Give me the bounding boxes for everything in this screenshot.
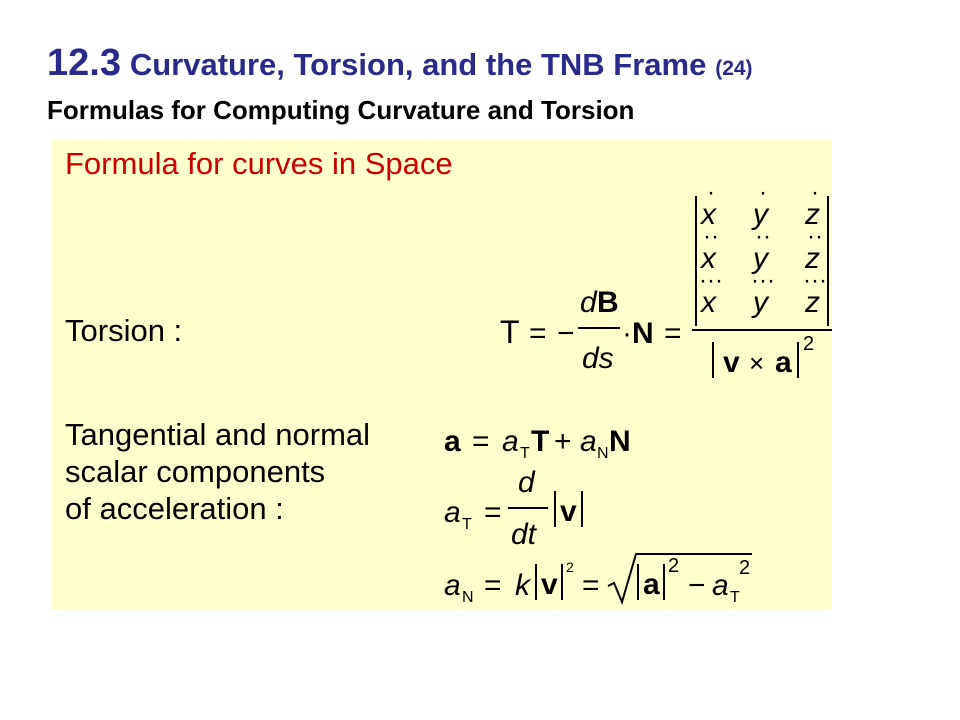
formula-symbol: dt: [511, 518, 537, 551]
formula-subscript: N: [597, 445, 609, 462]
derivative-dot: ···: [751, 267, 775, 294]
formula-subscript: T: [520, 445, 530, 462]
formula-symbol: −: [688, 569, 706, 602]
formula-graphics: [52, 140, 832, 610]
derivative-dot: ··: [755, 223, 771, 250]
panel-heading: Formula for curves in Space: [65, 146, 453, 181]
torsion-formula: [500, 179, 832, 379]
formula-symbol: a: [580, 425, 597, 458]
slide-title: [47, 42, 753, 85]
formula-symbol: a: [712, 569, 729, 602]
formula-symbol: d: [518, 466, 535, 499]
derivative-dot: ···: [803, 267, 827, 294]
formula-symbol: ds: [582, 342, 614, 375]
formula-symbol: 2: [566, 559, 574, 575]
formula-subscript: T: [730, 589, 740, 606]
formula-symbol: a: [444, 496, 461, 529]
formula-symbol: v: [723, 346, 740, 379]
formula-symbol: v: [560, 495, 577, 528]
matrix-entry: x: [701, 242, 716, 275]
formula-symbol: =: [484, 496, 502, 529]
torsion-label: Torsion :: [65, 313, 183, 348]
acceleration-label-line: scalar components: [65, 454, 326, 489]
matrix-entry: x: [701, 286, 716, 319]
formula-symbol: a: [775, 346, 792, 379]
formula-symbol: k: [515, 569, 530, 602]
formula-symbol: d: [580, 286, 597, 319]
formula-symbol: N: [632, 317, 654, 350]
slide-subtitle: Formulas for Computing Curvature and Torsion: [47, 95, 635, 125]
formula-symbol: a: [643, 568, 660, 601]
matrix-entry: z: [805, 242, 820, 275]
formula-symbol: ×: [749, 348, 765, 378]
formula-panel: [52, 140, 832, 610]
formula-symbol: 2: [739, 557, 751, 579]
acceleration-label-line: Tangential and normal: [65, 417, 371, 452]
formula-symbol: a: [444, 425, 461, 458]
formula-symbol: T: [500, 314, 520, 350]
formula-symbol: =: [472, 425, 490, 458]
formula-symbol: =: [484, 569, 502, 602]
matrix-entry: y: [753, 242, 768, 275]
matrix-entry: z: [805, 198, 820, 231]
formula-symbol: =: [529, 317, 547, 350]
formula-subscript: T: [462, 516, 472, 533]
formula-symbol: 2: [803, 333, 815, 355]
formula-symbol: +: [554, 425, 572, 458]
derivative-dot: ·: [759, 179, 767, 206]
formula-symbol: 2: [668, 555, 680, 577]
section-number: 12.3: [47, 42, 121, 84]
formula-subscript: N: [462, 589, 474, 606]
formula-symbol: N: [609, 425, 631, 458]
formula-symbol: v: [541, 568, 558, 601]
formula-symbol: B: [597, 286, 619, 319]
acceleration-decomposition-formula: [444, 425, 631, 462]
derivative-dot: ···: [699, 267, 723, 294]
derivative-dot: ··: [703, 223, 719, 250]
matrix-entry: y: [753, 198, 768, 231]
formula-symbol: ·: [622, 317, 632, 350]
derivative-dot: ·: [811, 179, 819, 206]
formula-symbol: =: [664, 317, 682, 350]
formula-symbol: =: [582, 569, 600, 602]
formula-symbol: T: [531, 425, 550, 458]
page-reference: (24): [715, 57, 753, 80]
formula-symbol: a: [502, 425, 519, 458]
matrix-entry: x: [701, 198, 716, 231]
section-title: Curvature, Torsion, and the TNB Frame: [129, 47, 707, 82]
matrix-entry: y: [753, 286, 768, 319]
formula-symbol: a: [444, 569, 461, 602]
formula-symbol: −: [557, 317, 575, 350]
derivative-dot: ··: [807, 223, 823, 250]
acceleration-label-line: of acceleration :: [65, 491, 284, 526]
derivative-dot: ·: [707, 179, 715, 206]
matrix-entry: z: [805, 286, 820, 319]
tangential-component-formula: [444, 466, 582, 551]
normal-component-formula: [444, 554, 752, 606]
